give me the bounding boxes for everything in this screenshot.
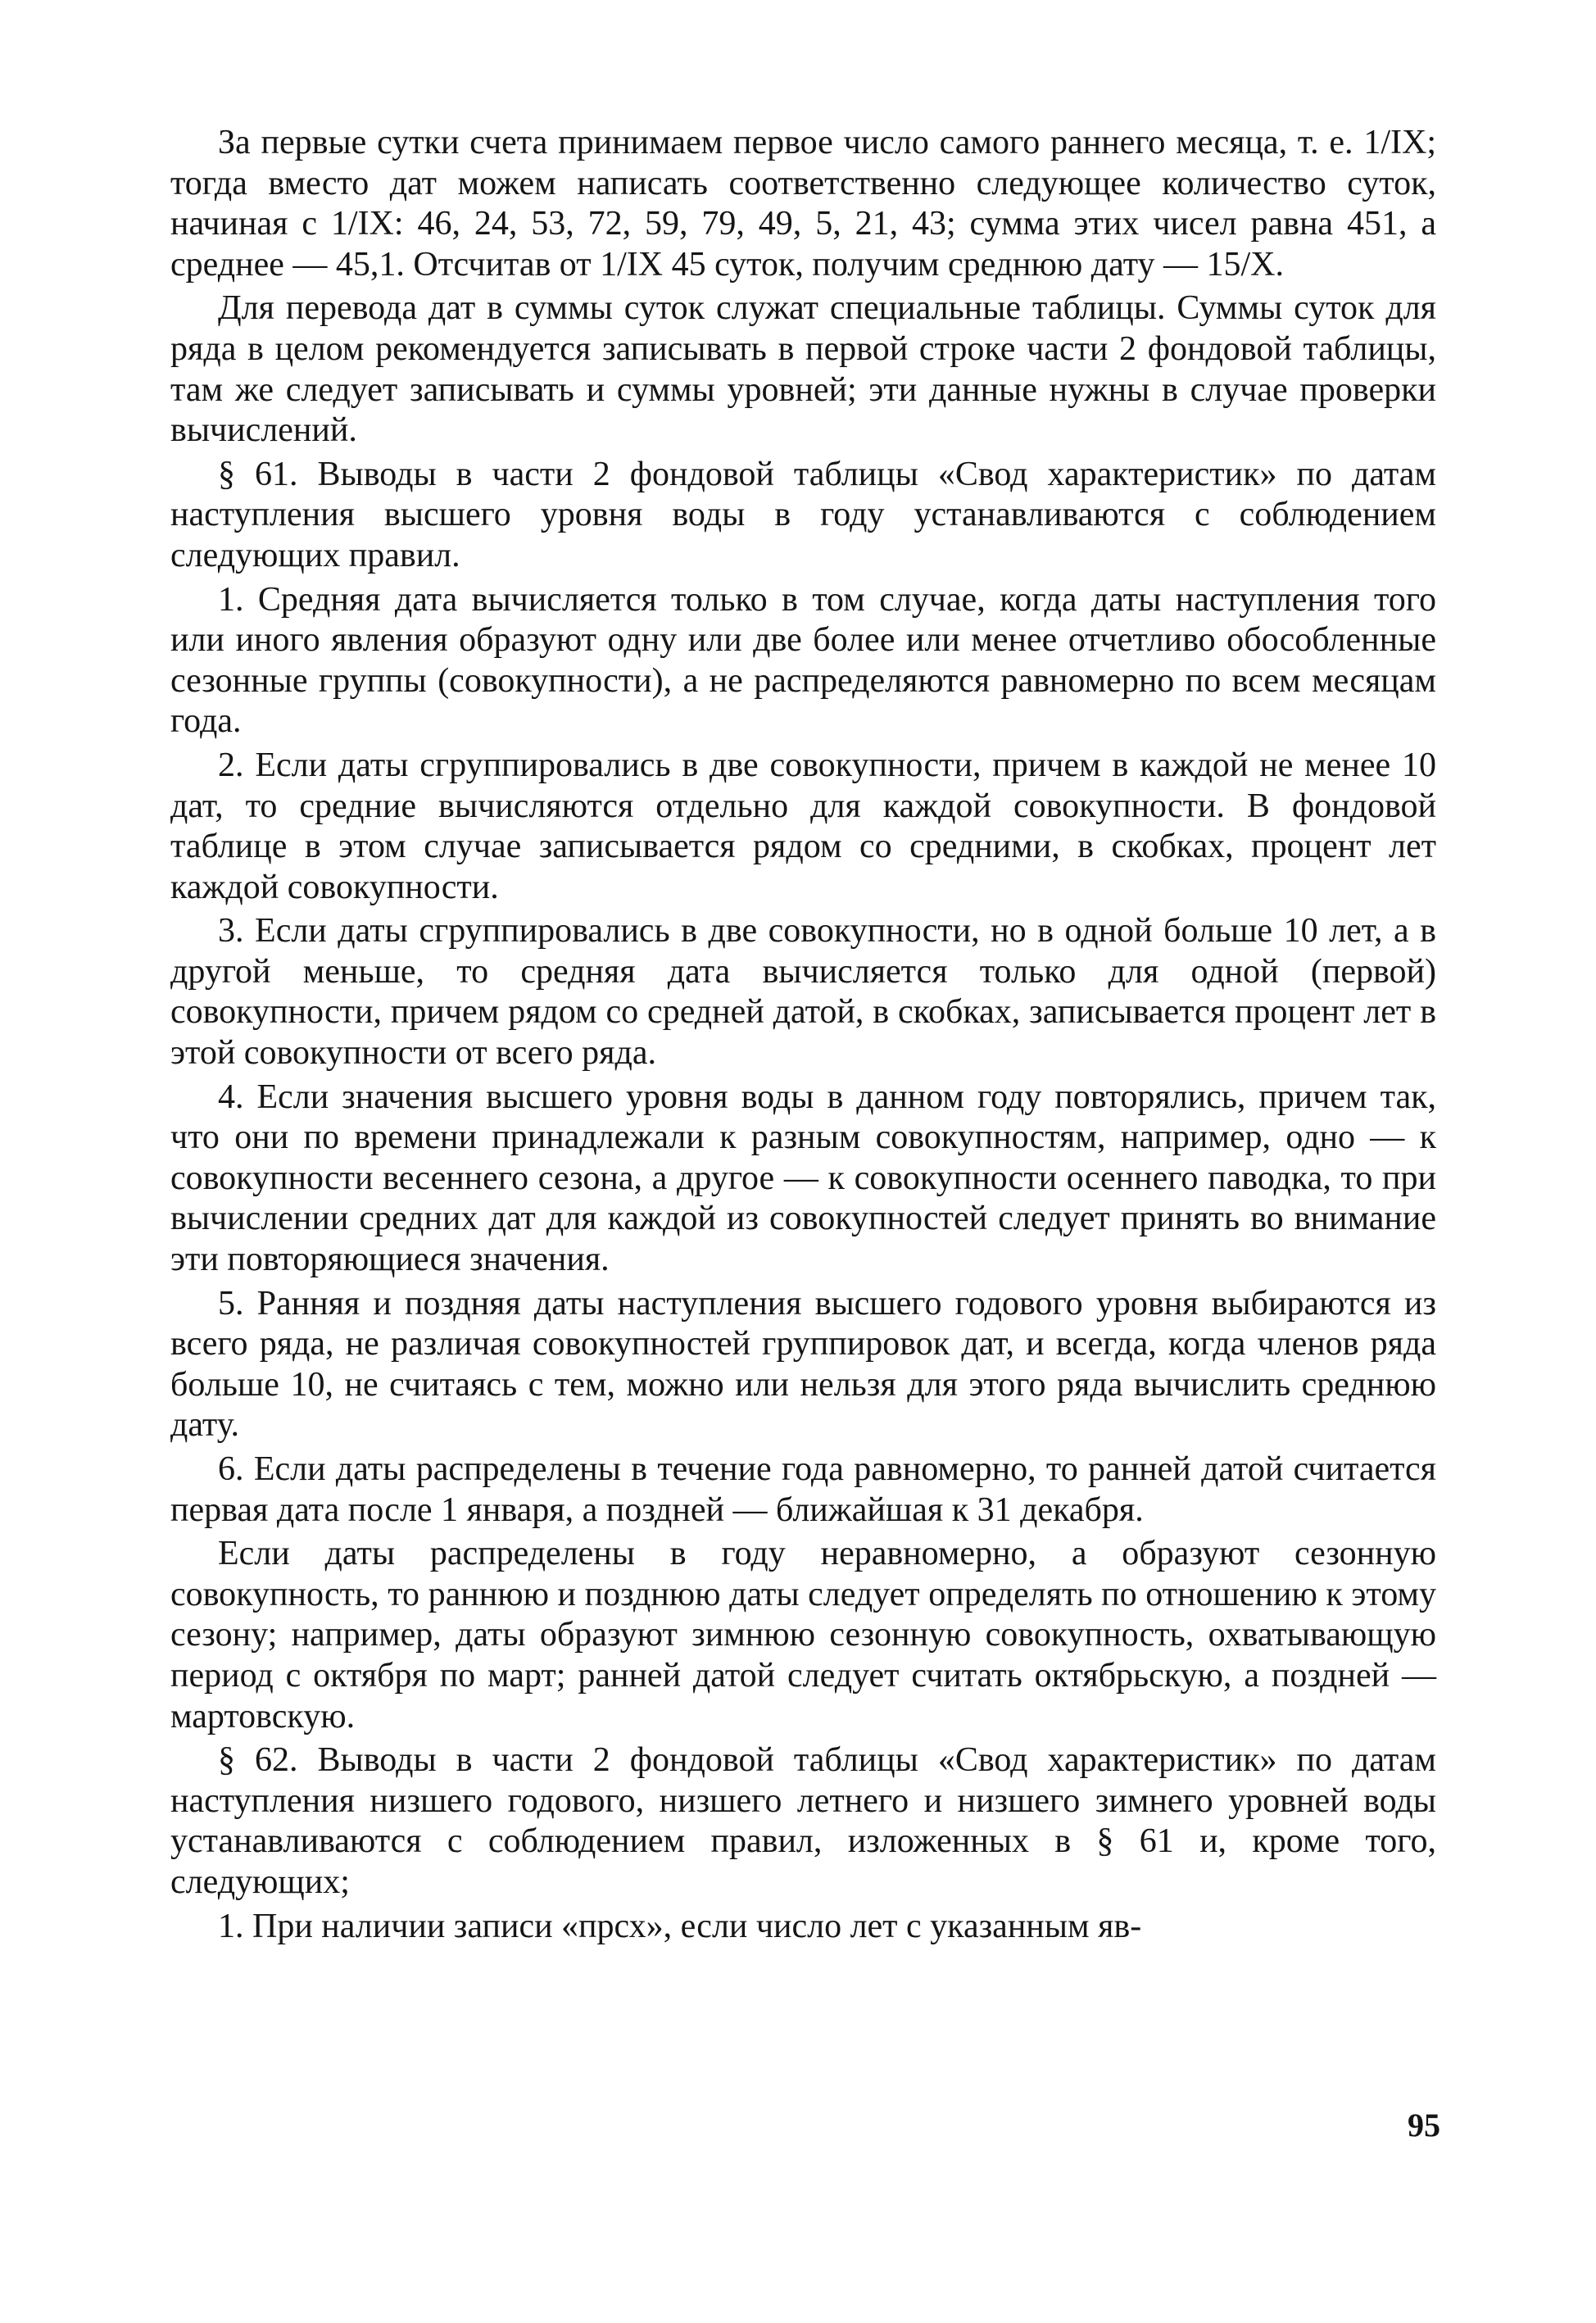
paragraph-seasonal-dates: Если даты распределены в году неравномерно, а образуют сезонную совокупность, то раннюю и позднюю даты следует определять по отношению к этому сезону; например, даты образуют зимнюю сезонную совокупность, охватывающую период с октября по март; ранней датой следует считать октябрьскую, а поздней — мартовскую. xyxy=(170,1535,1436,1735)
list-item-section-62-rule-1: 1. При наличии записи «прсх», если число лет с указанным яв- xyxy=(218,1907,1142,1945)
paragraph-average-date-example: За первые сутки счета принимаем первое число самого раннего месяца, т. е. 1/IX; тогда вместо дат можем написать соответственно следующее количество суток, начиная с 1/IX: 46, 24, 53, 72, 59, 79, 49, 5, 21, 43; сумма этих чисел равна 451, а среднее — 45,1. Отсчитав от 1/IX 45 суток, получим среднюю дату — 15/X. xyxy=(170,124,1436,284)
list-item-rule-1: 1. Средняя дата вычисляется только в том случае, когда даты наступления того или иного явления образуют одну или две более или менее отчетливо обособленные сезонные группы (совокупности), а не распределяются равномерно по всем месяцам года. xyxy=(170,580,1436,741)
page-number: 95 xyxy=(1408,2107,1440,2144)
paragraph-section-61: § 61. Выводы в части 2 фондовой таблицы «Свод характеристик» по датам наступления высшего уровня воды в году устанавливаются с соблюдением следующих правил. xyxy=(170,455,1436,574)
list-item-rule-6: 6. Если даты распределены в течение года равномерно, то ранней датой считается первая дата после 1 января, а поздней — ближайшая к 31 декабря. xyxy=(170,1450,1436,1529)
list-item-rule-4: 4. Если значения высшего уровня воды в данном году повторялись, причем так, что они по времени принадлежали к разным совокупностям, например, одно — к совокупности весеннего сезона, а другое — к совокупности осеннего паводка, то при вычислении средних дат для каждой из совокупностей следует принять во внимание эти повторяющиеся значения. xyxy=(170,1078,1436,1279)
list-item-rule-2: 2. Если даты сгруппировались в две совокупности, причем в каждой не менее 10 дат, то средние вычисляются отдельно для каждой совокупности. В фондовой таблице в этом случае записывается рядом со средними, в скобках, процент лет каждой совокупности. xyxy=(170,746,1436,906)
paragraph-conversion-tables: Для перевода дат в суммы суток служат специальные таблицы. Суммы суток для ряда в целом рекомендуется записывать в первой строке части 2 фондовой таблицы, там же следует записывать и суммы уровней; эти данные нужны в случае проверки вычислений. xyxy=(170,289,1436,450)
list-item-rule-5: 5. Ранняя и поздняя даты наступления высшего годового уровня выбираются из всего ряда, не различая совокупностей группировок дат, и всегда, когда членов ряда больше 10, не считаясь с тем, можно или нельзя для этого ряда вычислить среднюю дату. xyxy=(170,1284,1436,1445)
paragraph-section-62: § 62. Выводы в части 2 фондовой таблицы «Свод характеристик» по датам наступления низшего годового, низшего летнего и низшего зимнего уровней воды устанавливаются с соблюдением правил, изложенных в § 61 и, кроме того, следующих; xyxy=(170,1741,1436,1901)
list-item-rule-3: 3. Если даты сгруппировались в две совокупности, но в одной больше 10 лет, а в другой меньше, то средняя дата вычисляется только для одной (первой) совокупности, причем рядом со средней датой, в скобках, записывается процент лет в этой совокупности от всего ряда. xyxy=(170,912,1436,1073)
body-text xyxy=(170,123,1436,1950)
